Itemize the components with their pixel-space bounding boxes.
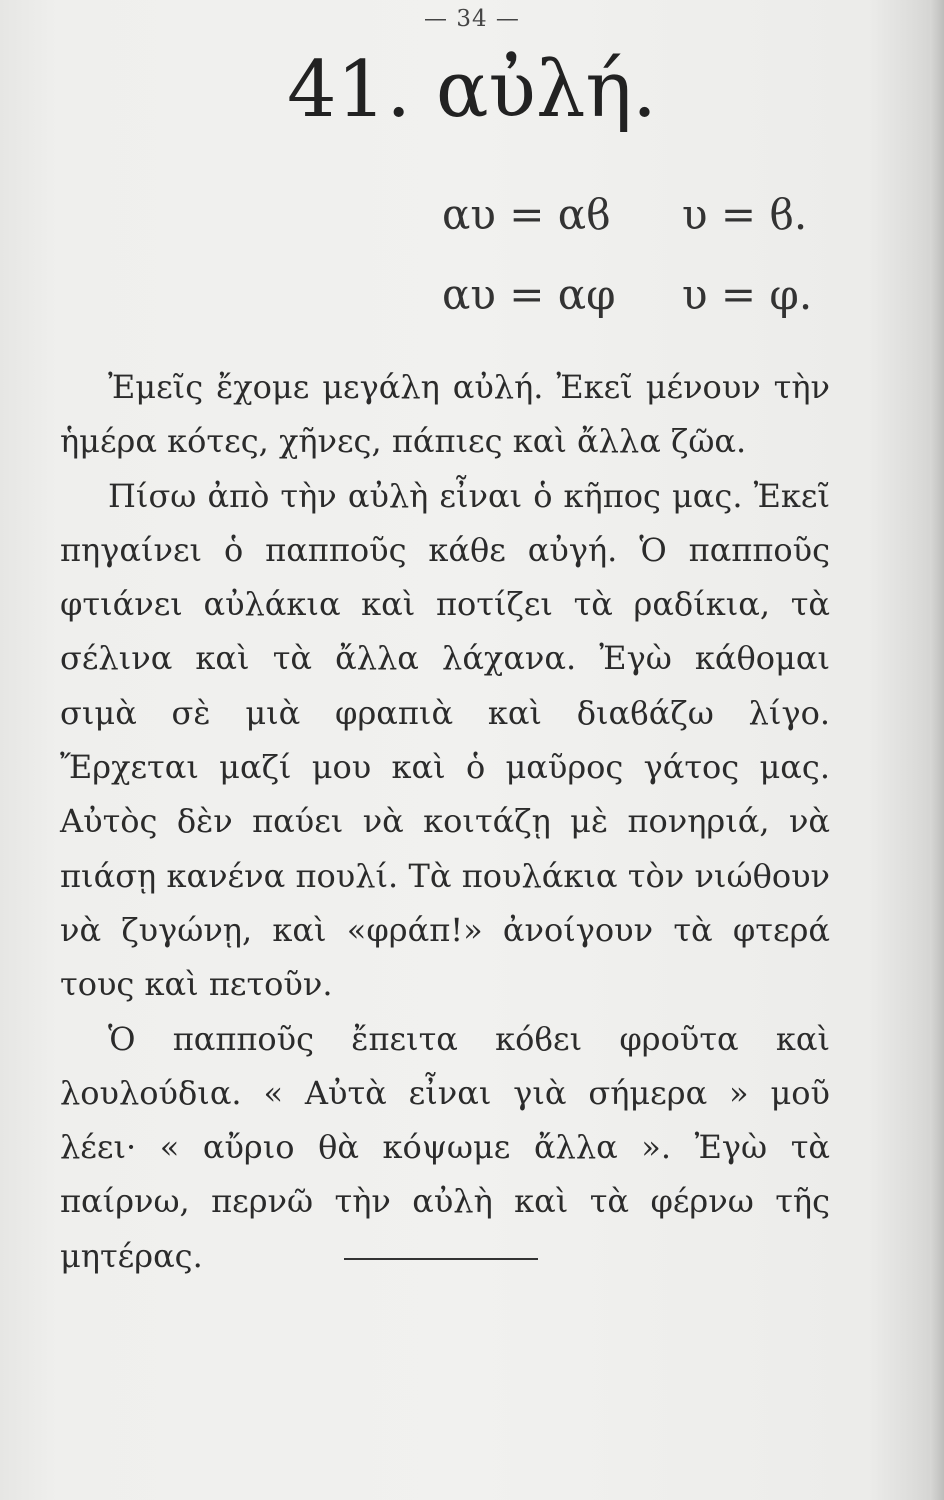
pronunciation-rule-1-left: αυ = αϐ xyxy=(442,190,611,239)
paragraph-1: Ἐμεῖς ἔχομε μεγάλη αὐλή. Ἐκεῖ μένουν τὴν ἡμέρα κότες, χῆνες, πάπιες καὶ ἄλλα ζῶα. xyxy=(60,368,830,461)
lesson-text xyxy=(60,360,830,1283)
end-rule-divider xyxy=(344,1258,538,1260)
pronunciation-rule-1-right: υ = ϐ. xyxy=(682,190,808,239)
page-number: — 34 — xyxy=(424,6,520,32)
paragraph-3: Ὁ παπποῦς ἔπειτα κόϐει φροῦτα καὶ λουλούδια. « Αὐτὰ εἶναι γιὰ σήμερα » μοῦ λέει· « αὔριο θὰ κόψωμε ἄλλα ». Ἐγὼ τὰ παίρνω, περνῶ τὴν αὐλὴ καὶ τὰ φέρνω τῆς μητέρας. xyxy=(60,1019,830,1275)
paragraph-2: Πίσω ἀπὸ τὴν αὐλὴ εἶναι ὁ κῆπος μας. Ἐκεῖ πηγαίνει ὁ παπποῦς κάθε αὐγή. Ὁ παπποῦς φτιάνει αὐλάκια καὶ ποτίζει τὰ ραδίκια, τὰ σέλινα καὶ τὰ ἄλλα λάχανα. Ἐγὼ κάθομαι σιμὰ σὲ μιὰ φραπιὰ καὶ διαϐάζω λίγο. Ἔρχεται μαζί μου καὶ ὁ μαῦρος γάτος μας. Αὐτὸς δὲν παύει νὰ κοιτάζῃ μὲ πονηριά, νὰ πιάσῃ κανένα πουλί. Τὰ πουλάκια τὸν νιώθουν νὰ ζυγώνῃ, καὶ «φράπ!» ἀνοίγουν τὰ φτερά τους καὶ πετοῦν. xyxy=(60,476,830,1004)
pronunciation-rule-2-right: υ = φ. xyxy=(682,270,813,319)
pronunciation-rule-2-left: αυ = αφ xyxy=(442,270,616,319)
lesson-title: 41. αὐλή. xyxy=(287,45,657,135)
page-edge xyxy=(930,0,944,1500)
